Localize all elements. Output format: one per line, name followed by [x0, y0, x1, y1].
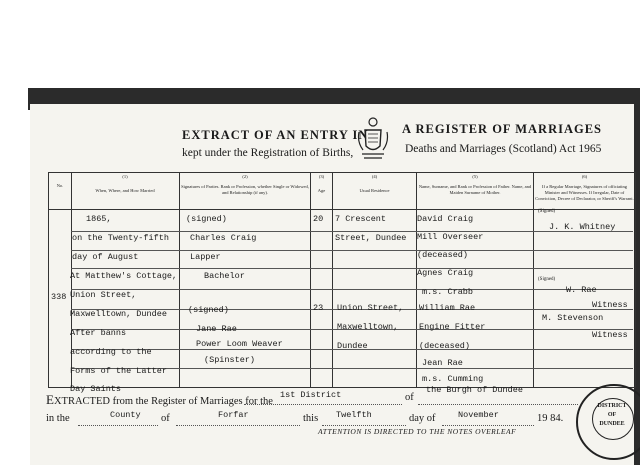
groom-name: Charles Craig — [190, 233, 257, 243]
minister-name: J. K. Whitney — [549, 222, 616, 232]
marriage-year: 1865, — [86, 214, 112, 224]
groom-mother: Agnes Craig — [417, 268, 474, 278]
witness-1-name: W. Rae — [566, 285, 597, 295]
bride-name: Jane Rae — [196, 324, 237, 334]
day-of-label: day of — [409, 413, 436, 424]
bride-father-status: (deceased) — [419, 341, 471, 351]
title-right: A REGISTER OF MARRIAGES — [402, 122, 602, 136]
bride-status: (Spinster) — [204, 355, 256, 365]
stamp-top-text: DISTRICT — [597, 403, 627, 409]
marriage-place-2: Union Street, — [70, 290, 137, 300]
groom-father: David Craig — [417, 214, 474, 224]
of-label: of — [405, 392, 414, 403]
col-header-age: (3) Age — [317, 174, 326, 193]
burgh-value: the Burgh of Dundee — [426, 385, 523, 395]
col-header-when-where: (1) When, Where, and How Married — [95, 174, 155, 193]
bride-occupation: Power Loom Weaver — [196, 339, 283, 349]
witness-2-label: Witness — [592, 330, 628, 340]
col-header-signatures: (2) Signatures of Parties. Rank or Profession, whether Single or Widowed, and Relationship (if any). — [181, 174, 309, 195]
subtitle-right: Deaths and Marriages (Scotland) Act 1965 — [405, 143, 602, 155]
bride-age: 23 — [313, 303, 324, 313]
royal-arms-crest-icon — [356, 116, 390, 162]
bride-residence-1: Union Street, — [337, 303, 404, 313]
groom-age: 20 — [313, 214, 324, 224]
minister-signed-label: (Signed) — [538, 209, 556, 214]
groom-father-occupation: Mill Overseer — [417, 232, 484, 242]
of-label-2: of — [161, 413, 170, 424]
title-left: EXTRACT OF AN ENTRY IN — [182, 128, 369, 142]
marriage-manner-2: according to the — [70, 347, 152, 357]
bride-mother: Jean Rae — [422, 358, 463, 368]
stamp-bottom-text: DUNDEE — [599, 421, 625, 427]
bride-residence-3: Dundee — [337, 341, 368, 351]
county-name: Forfar — [218, 410, 249, 420]
col-header-parents: (5) Name, Surname, and Rank or Profession of Father. Name, and Maiden Surname of Mother. — [418, 174, 532, 195]
witness-1-label: Witness — [592, 300, 628, 310]
marriage-manner-1: After banns — [70, 328, 127, 338]
stamp-mid-text: OF — [607, 412, 617, 418]
marriage-place-1: At Matthew's Cottage, — [70, 271, 178, 281]
marriage-month: day of August — [72, 252, 139, 262]
month-value: November — [458, 410, 499, 420]
marriage-place-3: Maxwelltown, Dundee — [70, 309, 167, 319]
witness-signed-label: (Signed) — [538, 277, 556, 282]
groom-mother-maiden: m.s. Crabb — [422, 287, 474, 297]
this-label: this — [303, 413, 319, 424]
marriage-manner-4: Day Saints — [70, 384, 122, 394]
bride-residence-2: Maxwelltown, — [337, 322, 399, 332]
marriage-day: on the Twenty-fifth — [72, 233, 169, 243]
bride-father-occupation: Engine Fitter — [419, 322, 486, 332]
col-header-residence: (4) Usual Residence — [359, 174, 390, 193]
groom-occupation: Lapper — [190, 252, 221, 262]
groom-residence-2: Street, Dundee — [335, 233, 407, 243]
bride-signed: (signed) — [188, 305, 229, 315]
in-the-label: in the — [46, 413, 70, 424]
groom-status: Bachelor — [204, 271, 245, 281]
year-value: 19 84. — [537, 413, 564, 424]
subtitle-left: kept under the Registration of Births, — [182, 147, 354, 159]
marriage-manner-3: Forms of the Latter — [70, 366, 167, 376]
groom-father-status: (deceased) — [417, 250, 469, 260]
groom-signed: (signed) — [186, 214, 227, 224]
district-value: 1st District — [280, 390, 342, 400]
attention-notice: ATTENTION IS DIRECTED TO THE NOTES OVERLEAF — [318, 427, 517, 436]
col-header-officiant: (6) If a Regular Marriage, Signatures of officiating Minister and Witnesses. If Irregular, Date of Conviction, Decree of Declarator, or Sheriff's Warrant. — [535, 174, 634, 201]
witness-2-name: M. Stevenson — [542, 313, 604, 323]
entry-number: 338 — [51, 292, 67, 302]
bride-mother-maiden: m.s. Cumming — [422, 374, 484, 384]
extracted-label: EXTRACTED from the Register of Marriages for the — [46, 392, 273, 407]
col-header-no: No. — [56, 183, 64, 188]
bride-father: William Rae — [419, 303, 476, 313]
county-label: County — [110, 410, 141, 420]
day-value: Twelfth — [336, 410, 372, 420]
groom-residence-1: 7 Crescent — [335, 214, 387, 224]
